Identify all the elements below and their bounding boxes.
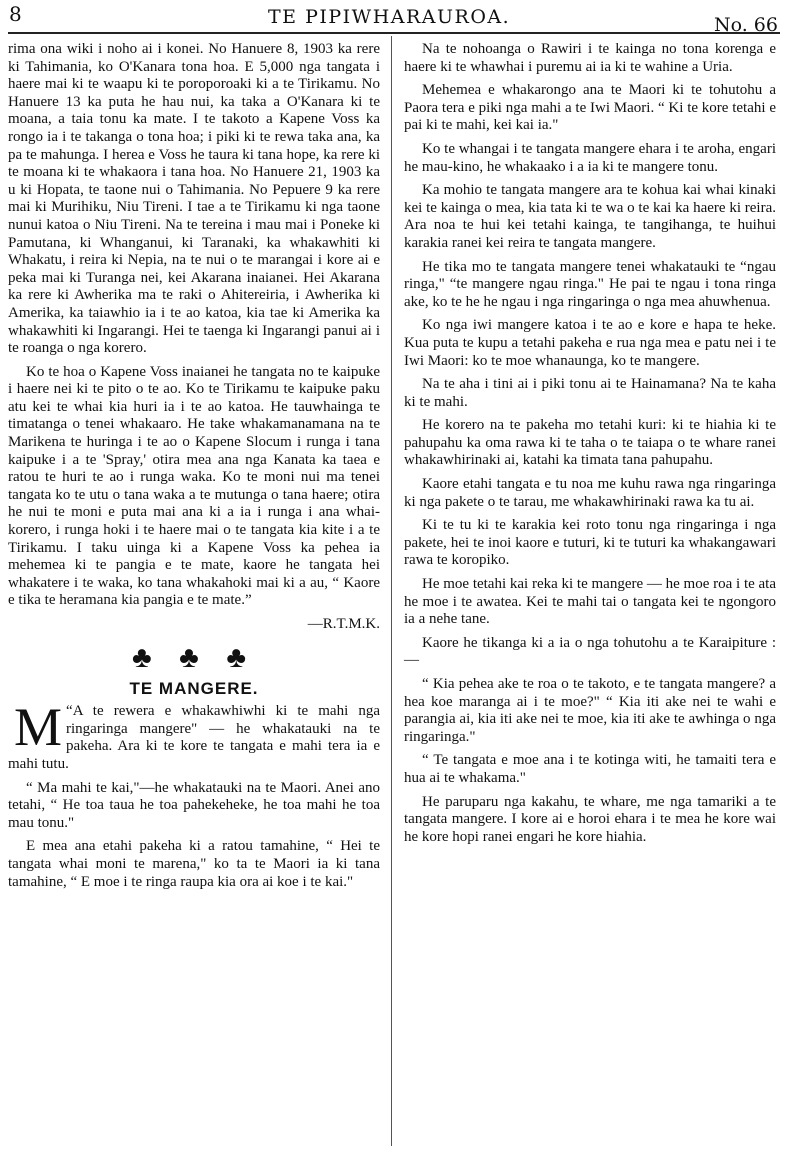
article-paragraph: Mehemea e whakarongo ana te Maori ki te tohutohu a Paora tera e piki nga mahi a te Iwi Maori. “ Ki te kore tetahi e pai ki te mahi, kei kai ia." <box>404 82 776 134</box>
page-number: 8 <box>9 2 22 26</box>
article-paragraph: Ko nga iwi mangere katoa i te ao e kore e hapa te heke. Kua puta te kupu a tetahi pakeha e rua nga mea e patu nei i te Iwi Maori: ko te moe whanaunga, ko te mangere. <box>404 317 776 369</box>
left-column <box>8 41 380 897</box>
article-paragraph: Na te nohoanga o Rawiri i te kainga no tona korenga e haere ki te whawhai i puremu ai ia ki te wahine a Uria. <box>404 41 776 75</box>
article-paragraph: He paruparu nga kakahu, te whare, me nga tamariki a te tangata mangere. I kore ai e horoi ehara i te mea he kore wai he kore hopi ranei engari he kore hiahia. <box>404 793 776 845</box>
article-paragraph: He tika mo te tangata mangere tenei whakatauki te “ngau ringa," “te mangere ngau ringa." He pai te ngau i tona ringa ake, ko te he he ngau i nga ringaringa o nga mea ahuwhenua. <box>404 258 776 310</box>
article-paragraph: He korero na te pakeha mo tetahi kuri: ki te hiahia ki te pahupahu ka oma rawa ki te taha o te taiapa o te whare ranei whakawhirinaki ai, katahi ka timata tana pahupahu. <box>404 417 776 469</box>
dropcap-paragraph <box>8 697 380 773</box>
right-column <box>404 41 776 852</box>
article-paragraph: Ko te whangai i te tangata mangere ehara i te aroha, engari he mau-kino, he whakaako i a ia ki te mangere tonu. <box>404 140 776 175</box>
article-paragraph: Na te aha i tini ai i piki tonu ai te Hainamana? Na te kaha ki te mahi. <box>404 376 776 410</box>
article-paragraph: Kaore etahi tangata e tu noa me kuhu rawa nga ringaringa ki nga pakete o te tarau, me whakawhirinaki rawa ka tu ai. <box>404 476 776 510</box>
article-paragraph: “ Kia pehea ake te roa o te takoto, e te tangata mangere? a hea koe maranga ai i te moe?" “ Kia iti ake nei te wahi e parangia ai, kia iti ake nei te moe, kia iti ake te awhinga o nga ringaringa." <box>404 676 776 745</box>
section-title: TE MANGERE. <box>129 678 259 698</box>
header-rule <box>8 32 780 34</box>
article-paragraph: Ki te tu ki te karakia kei roto tonu nga ringaringa i nga pakete, hei te inoi kaore e tuturi, ki te tuturi ka whakangawari rawa te koropiko. <box>404 517 776 569</box>
dropcap-letter: M <box>14 697 63 758</box>
article-paragraph: Ko te hoa o Kapene Voss inaianei he tangata no te kaipuke i haere nei ki te pito o te ao. Ko te Tirikamu te kaipuke paku atu kei te whai kia huri ia i te ao katoa. He tauwhainga te timatanga o tenei whakaaro. He take whakamanamana na te Marikena te huringa i te ao o Kapene Slocum i runga i tana kaipuke i a te 'Spray,' otira mea ana nga Kanata ka taea e ratou te huri te ao i runga waka. Ko te moni nui ma tenei tangata ko te utu o tana waka a te mutunga o tana haere; otira he nui te moni e puta mai ana ki a ia i runga i ana whai-korero, i runga hoki i te haere mai o te tangata kia kite i a te Tirikamu. I taku uinga ki a Kapene Voss ka pehea ia mehemea ki te pangia e te mate, kaore he tangata hei whakatere i te waka, ko tana whakahoki mai ki a au, “ Kaore e tika te heramana kia pangia e te mate.” <box>8 363 380 609</box>
article-paragraph: Kaore he tikanga ki a ia o nga tohutohu a te Karaipiture :— <box>404 634 776 669</box>
issue-number: No. 66 <box>714 14 778 36</box>
article-paragraph: Ka mohio te tangata mangere ara te kohua kai whai kinaki kei te kainga o mea, kia tata ki te wa o te kai ka haere ki reira. Ara noa te hui kei tetahi kainga, te tangihanga, te huihui karakia ranei kei reira te tangata mangere. <box>404 182 776 251</box>
article-signature: —R.T.M.K. <box>307 616 380 632</box>
article-paragraph: “ Ma mahi te kai,"—he whakatauki na te Maori. Anei ano tetahi, “ He toa taua he toa pahekeheke, he toa mahi he toa mau tonu." <box>8 779 380 831</box>
dropcap-paragraph-text: A te rewera e whakawhiwhi ki te mahi nga ringaringa mangere" — he whakatauki na te pakeha. Ara ki te kore te tangata e mahi tera ia e mahi tutu. <box>8 703 380 772</box>
article-paragraph: E mea ana etahi pakeha ki a ratou tamahine, “ Hei te tangata whai moni te marena," ko ta te Maori ia ki tana tamahine, “ E moe i te ringa raupa kia ora ai koe i te kai." <box>8 838 380 890</box>
running-title: TE PIPIWHARAUROA. <box>268 6 511 28</box>
page-header <box>0 0 788 44</box>
article-paragraph: rima ona wiki i noho ai i konei. No Hanuere 8, 1903 ka rere ki Tahimania, ko O'Kanara tona hoa. E 5,000 nga tangata i haere mai ki te waapu ki te poroporoaki ki a te Tirikamu. No Hanuere 13 ka puta he hau nui, ka taka a O'Kanara ki te moana, a taia tonu ka mate. I te takoto a Kapene Voss ka rongo ia i te takanga o tona hoa; i piki ki te rewa taka ana, ka pa te mahunga. I herea e Voss he taura ki tana hope, ka rere ki te moana ki te whakaora i tana hoa. No Hanuere 21, 1903 ka u ki Hopata, te taone nui o Tahimania. No Pepuere 9 ka rere mai ki Murihiku, Niu Tireni. I tae a te Tirikamu ki nga taone nunui katoa o Niu Tireni. Na te tereina i mau mai i Poneke ki Pamutana, ki Whanganui, ki Taranaki, ka whakawhiti ki Whakatu, i reira ki Nepia, na te nui o te marangai i kore ai e peka mai ki Turanga nei, kei Akarana inaianei. Hei Akarana ka rere ki Awherika ma te raki o Ahitereiria, i Awherika ki Amerika, ka taiawhio ia i te ao katoa, kia tae ki Amerika ka whakawhiti ki Ingarangi. Hei te taenga ki Ingarangi panui ai i te roanga o nga korero. <box>8 41 380 357</box>
clover-ornament: ♣ ♣ ♣ <box>131 640 257 674</box>
column-divider <box>391 36 392 1146</box>
article-paragraph: He moe tetahi kai reka ki te mangere — he moe roa i te ata he moe i te awatea. Kei te mahi tai o tangata kei te ngongoro ia a nehe tane. <box>404 576 777 628</box>
article-paragraph: “ Te tangata e moe ana i te kotinga witi, he tamaiti tera e hua ai te whakama." <box>404 752 776 786</box>
opening-quote: “ <box>66 703 73 720</box>
